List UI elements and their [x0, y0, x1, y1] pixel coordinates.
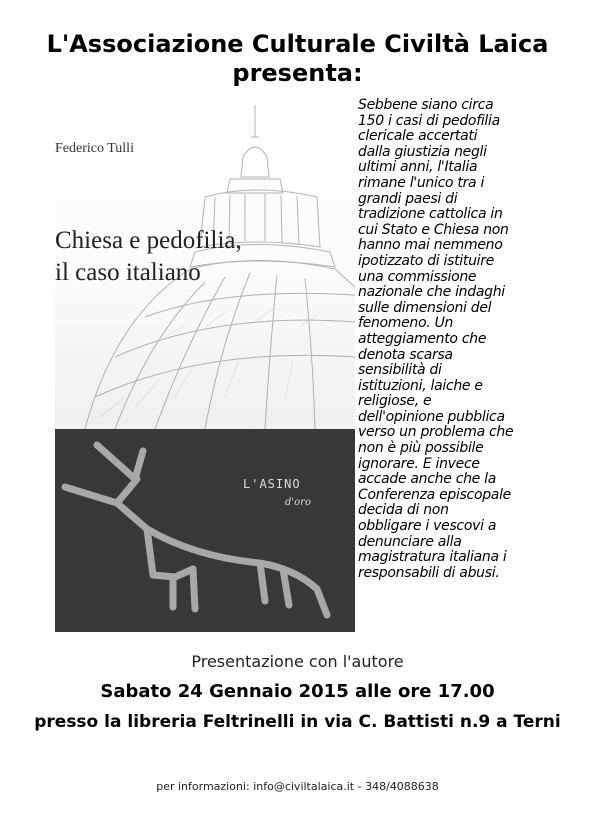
- description-line: obbligare i vescovi a: [358, 518, 497, 535]
- description-line: fenomeno. Un: [358, 315, 454, 332]
- cover-bottom-panel: [55, 429, 355, 632]
- description-line: dell'opinione pubblica: [358, 408, 505, 425]
- description-line: ignorare. E invece: [358, 455, 480, 472]
- description-line: verso un problema che: [358, 424, 514, 441]
- description-line: sensibilità di: [358, 362, 442, 379]
- description-line: decida di non: [358, 502, 449, 519]
- description-line: tradizione cattolica in: [358, 206, 503, 223]
- cover-author: Federico Tulli: [55, 141, 134, 156]
- description-line: non è più possibile: [358, 440, 484, 457]
- event-venue: presso la libreria Feltrinelli in via C. Battisti n.9 a Terni: [34, 712, 561, 732]
- book-description: [358, 98, 595, 581]
- donkey-drawing-icon: [55, 429, 355, 632]
- book-cover: [55, 97, 355, 632]
- cover-title-line-1: Chiesa e pedofilia,: [55, 227, 242, 254]
- description-line: istituzioni, laiche e: [358, 377, 483, 394]
- description-line: responsabili di abusi.: [358, 564, 500, 581]
- description-line: magistratura italiana i: [358, 549, 507, 566]
- description-line: clericale accertati: [358, 128, 478, 145]
- event-header: [0, 30, 595, 88]
- description-line: ultimi anni, l'Italia: [358, 159, 478, 176]
- description-line: denota scarsa: [358, 346, 453, 363]
- cover-title-line-2: il caso italiano: [55, 259, 201, 286]
- description-line: dalla giustizia negli: [358, 143, 487, 160]
- description-line: hanno mai nemmeno: [358, 237, 503, 254]
- description-line: Sebbene siano circa: [358, 97, 494, 113]
- presents-label: presenta:: [232, 59, 363, 87]
- contact-info: per informazioni: info@civiltalaica.it - 348/4088638: [156, 780, 439, 793]
- cover-title: [55, 225, 242, 289]
- publisher-logo: L'ASINO: [243, 477, 301, 491]
- description-line: nazionale che indaghi: [358, 284, 505, 301]
- description-line: ipotizzato di istituire: [358, 252, 495, 269]
- description-line: sulle dimensioni del: [358, 299, 492, 316]
- description-line: cui Stato e Chiesa non: [358, 221, 509, 238]
- description-line: denunciare alla: [358, 533, 462, 550]
- publisher-logo-subtitle: d'oro: [285, 497, 311, 508]
- cover-top-panel: [55, 97, 355, 429]
- event-date: Sabato 24 Gennaio 2015 alle ore 17.00: [100, 681, 495, 702]
- description-line: accade anche che la: [358, 471, 496, 488]
- presentation-label: Presentazione con l'autore: [191, 652, 404, 671]
- description-line: grandi paesi di: [358, 190, 458, 207]
- description-line: religiose, e: [358, 393, 432, 410]
- description-line: 150 i casi di pedofilia: [358, 112, 500, 129]
- description-line: atteggiamento che: [358, 330, 487, 347]
- description-line: rimane l'unico tra i: [358, 174, 485, 191]
- description-line: una commissione: [358, 268, 477, 285]
- organizer-title: L'Associazione Culturale Civiltà Laica: [46, 30, 549, 58]
- description-line: Conferenza episcopale: [358, 486, 511, 503]
